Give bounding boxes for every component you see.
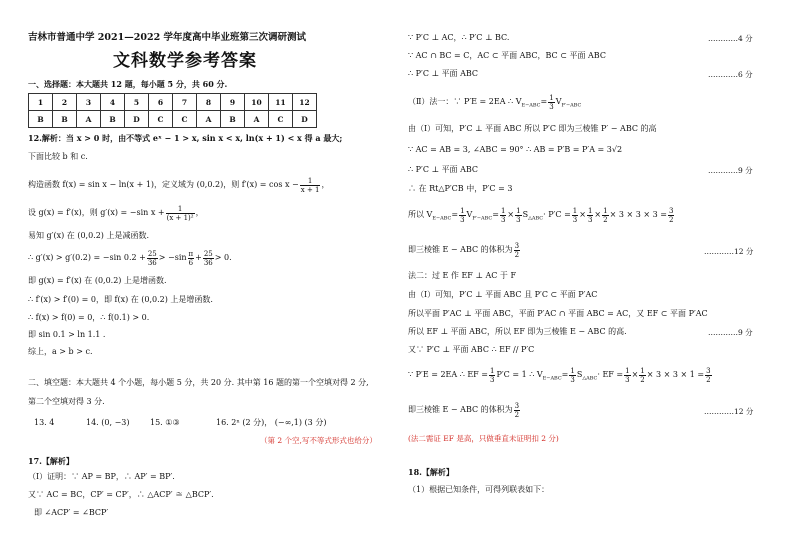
r-line9-text: = bbox=[451, 210, 459, 219]
fraction-denominator: 3 bbox=[516, 215, 521, 224]
r-line16-text: × 3 × 3 × 1 = bbox=[646, 370, 705, 379]
section2-note: （第 2 个空,写不等式形式也给分） bbox=[260, 436, 377, 445]
q12-line6-text: + bbox=[195, 253, 202, 262]
q18-line1: （1）根据已知条件，可得列联表如下： bbox=[408, 485, 550, 494]
section2-heading-2: 第二个空填对得 3 分. bbox=[28, 397, 105, 406]
r-line9-text: × bbox=[579, 210, 586, 219]
r-line9-text: × 3 × 3 × 3 = bbox=[609, 210, 667, 219]
fraction-denominator: (x + 1)² bbox=[166, 213, 194, 222]
subscript: E−ABC bbox=[542, 375, 562, 382]
q12-line6-text: ∴ g′(x) > g′(0.2) = −sin 0.2 + bbox=[28, 253, 146, 262]
q12-line10: 即 sin 0.1 > ln 1.1 . bbox=[28, 330, 106, 339]
fraction bbox=[668, 207, 674, 224]
table-cell: C bbox=[149, 111, 173, 128]
fraction bbox=[602, 207, 608, 224]
q12-line11: 综上，a > b > c. bbox=[28, 347, 93, 356]
table-cell: 10 bbox=[245, 94, 269, 111]
q17-heading: 17.【解析】 bbox=[28, 456, 74, 466]
fraction-denominator: 3 bbox=[625, 375, 630, 384]
fraction bbox=[489, 367, 495, 384]
fraction-denominator: 3 bbox=[570, 375, 575, 384]
r-line17 bbox=[408, 400, 521, 420]
r-line15: 又∵ P′C ⊥ 平面 ABC ∴ EF // P′C bbox=[408, 345, 535, 354]
fraction-numerator: 1 bbox=[300, 177, 321, 186]
r-line7: ∴ P′C ⊥ 平面 ABC bbox=[408, 165, 479, 174]
points-label: …………12 分 bbox=[704, 247, 754, 256]
table-cell: 1 bbox=[29, 94, 53, 111]
fraction bbox=[515, 207, 521, 224]
answer-13: 13. 4 bbox=[34, 418, 55, 427]
fraction-denominator: 3 bbox=[587, 215, 593, 224]
q17-line3: 即 ∠ACP′ = ∠BCP′ bbox=[34, 508, 109, 517]
r-line16-text: ∵ P′E = 2EA ∴ EF = bbox=[408, 370, 488, 379]
r-line6: ∵ AC = AB = 3, ∠ABC = 90° ∴ AB = P′B = P′A = 3√2 bbox=[408, 145, 623, 154]
table-cell: 4 bbox=[101, 94, 125, 111]
fraction bbox=[203, 250, 214, 267]
table-cell: 7 bbox=[173, 94, 197, 111]
fraction-denominator: 3 bbox=[460, 215, 465, 224]
r-line10-text: 即三棱锥 E − ABC 的体积为 bbox=[408, 245, 513, 254]
r-line13: 所以平面 P′AC ⊥ 平面 ABC，平面 P′AC ∩ 平面 ABC = AC，又 EF ⊂ 平面 P′AC bbox=[408, 309, 708, 318]
points-label: …………9 分 bbox=[708, 328, 753, 337]
subscript: E−ABC bbox=[521, 102, 541, 109]
q12-line2: 下面比较 b 和 c. bbox=[28, 152, 88, 161]
fraction bbox=[514, 242, 520, 259]
fraction-numerator: 1 bbox=[570, 366, 575, 375]
fraction-denominator: 2 bbox=[668, 215, 674, 224]
section2-heading: 二、填空题：本大题共 4 个小题，每小题 5 分，共 20 分. 其中第 16 题的第一个空填对得 2 分, bbox=[28, 378, 369, 387]
school-title: 吉林市普通中学 2021—2022 学年度高中毕业班第三次调研测试 bbox=[28, 32, 306, 43]
q17-line2: 又∵ AC = BC，CP′ = CP′，∴ △ACP′ ≅ △BCP′. bbox=[28, 490, 214, 499]
fraction-numerator: 1 bbox=[166, 205, 195, 214]
points-label: …………12 分 bbox=[704, 407, 754, 416]
r-line16-text: = bbox=[561, 370, 569, 379]
r-line17-text: 即三棱锥 E − ABC 的体积为 bbox=[408, 405, 513, 414]
r-line9-text: × bbox=[594, 210, 602, 219]
fraction-denominator: 3 bbox=[489, 375, 495, 384]
fraction bbox=[572, 207, 578, 224]
r-line9 bbox=[408, 204, 675, 230]
r-line4-text: V bbox=[555, 97, 562, 106]
fraction bbox=[569, 367, 575, 384]
answer-15: 15. ①③ bbox=[150, 418, 180, 427]
r-line4-text: = bbox=[540, 97, 548, 106]
answer-table-answer-row bbox=[29, 111, 317, 128]
q12-line5: 易知 g′(x) 在 (0,0.2) 上是减函数. bbox=[28, 231, 150, 240]
r-line9-text: = bbox=[492, 210, 499, 219]
fraction-numerator: 1 bbox=[500, 206, 506, 215]
fraction-numerator: 3 bbox=[514, 241, 520, 250]
fraction-numerator: 1 bbox=[460, 206, 465, 215]
fraction-denominator: 3 bbox=[500, 215, 506, 224]
q12-line7: 即 g(x) = f′(x) 在 (0,0.2) 上是增函数. bbox=[28, 276, 167, 285]
r-line2: ∵ AC ∩ BC = C，AC ⊂ 平面 ABC，BC ⊂ 平面 ABC bbox=[408, 51, 606, 60]
fraction-denominator: 2 bbox=[514, 410, 520, 419]
r-line1: ∵ P′C ⊥ AC，∴ P′C ⊥ BC. bbox=[408, 33, 510, 42]
table-cell: 6 bbox=[149, 94, 173, 111]
r-line16 bbox=[408, 364, 713, 390]
answer-table bbox=[28, 93, 317, 128]
table-cell: B bbox=[29, 111, 53, 128]
r-line16-text: × bbox=[631, 370, 639, 379]
answer-14: 14. (0, −3) bbox=[86, 418, 130, 427]
q12-line9: ∴ f(x) > f(0) = 0，∴ f(0.1) > 0. bbox=[28, 313, 150, 322]
fraction-numerator: 1 bbox=[587, 206, 593, 215]
fraction bbox=[500, 207, 506, 224]
r-line9-text: × bbox=[507, 210, 515, 219]
fraction-denominator: 3 bbox=[572, 215, 578, 224]
fraction-denominator: 3 bbox=[549, 102, 554, 111]
q12-line6-end: > 0. bbox=[214, 253, 232, 262]
r-line9-text: V bbox=[466, 210, 473, 219]
points-label: …………6 分 bbox=[708, 70, 753, 79]
points-label: …………4 分 bbox=[708, 34, 753, 43]
table-cell: A bbox=[77, 111, 101, 128]
r-line3: ∴ P′C ⊥ 平面 ABC bbox=[408, 69, 479, 78]
table-cell: D bbox=[293, 111, 317, 128]
fraction-numerator: π bbox=[188, 249, 194, 258]
fraction-numerator: 1 bbox=[549, 93, 554, 102]
fraction-numerator: 3 bbox=[514, 401, 520, 410]
table-cell: C bbox=[269, 111, 293, 128]
table-cell: C bbox=[173, 111, 197, 128]
fraction bbox=[639, 367, 645, 384]
fraction-numerator: 3 bbox=[706, 366, 711, 375]
fraction-numerator: 3 bbox=[668, 206, 674, 215]
r-line16-text: · EF = bbox=[597, 370, 624, 379]
q12-line3-text: 构造函数 f(x) = sin x − ln(x + 1)，定义域为 (0,0.2)，则 f′(x) = cos x − bbox=[28, 180, 299, 189]
answer-table-number-row bbox=[29, 94, 317, 111]
fraction-numerator: 1 bbox=[516, 206, 521, 215]
table-cell: 3 bbox=[77, 94, 101, 111]
r-line12: 由（Ⅰ）可知，P′C ⊥ 平面 ABC 且 P′C ⊂ 平面 P′AC bbox=[408, 290, 598, 299]
table-cell: D bbox=[125, 111, 149, 128]
table-cell: 2 bbox=[53, 94, 77, 111]
q12-line4 bbox=[28, 203, 204, 223]
fraction-numerator: 1 bbox=[640, 366, 645, 375]
q12-line4-end: ， bbox=[195, 208, 204, 217]
fraction-numerator: 1 bbox=[603, 206, 608, 215]
r-line4-text: （Ⅱ）法一：∵ P′E = 2EA ∴ V bbox=[408, 97, 522, 106]
doc-title: 文科数学参考答案 bbox=[113, 51, 257, 71]
fraction-numerator: 25 bbox=[147, 249, 157, 258]
fraction-denominator: 6 bbox=[188, 258, 194, 267]
table-cell: A bbox=[197, 111, 221, 128]
fraction-denominator: 2 bbox=[640, 375, 645, 384]
q12-line8: ∴ f′(x) > f′(0) = 0，即 f(x) 在 (0,0.2) 上是增函数. bbox=[28, 295, 213, 304]
fraction bbox=[147, 250, 158, 267]
method2-note: (法二需证 EF 是高，只做垂直未证明扣 2 分) bbox=[408, 434, 559, 443]
q12-line6-text: > −sin bbox=[158, 253, 187, 262]
table-cell: B bbox=[101, 111, 125, 128]
r-line4 bbox=[408, 92, 581, 116]
fraction-denominator: 2 bbox=[514, 250, 520, 259]
fraction bbox=[548, 94, 554, 111]
answer-16: 16. 2ⁿ (2 分)， (−∞,1) (3 分) bbox=[216, 418, 327, 427]
table-cell: 8 bbox=[197, 94, 221, 111]
q17-line1: （Ⅰ）证明：∵ AP = BP，∴ AP′ = BP′. bbox=[28, 472, 175, 481]
r-line11: 法二：过 E 作 EF ⊥ AC 于 F bbox=[408, 271, 517, 280]
r-line9-text: · P′C = bbox=[543, 210, 571, 219]
fraction-denominator: x + 1 bbox=[300, 185, 320, 194]
table-cell: 11 bbox=[269, 94, 293, 111]
r-line9-text: S bbox=[522, 210, 529, 219]
fraction-denominator: 2 bbox=[603, 215, 608, 224]
r-line16-text: S bbox=[576, 370, 583, 379]
table-cell: 12 bbox=[293, 94, 317, 111]
q12-line1: 12.解析：当 x > 0 时，由不等式 eˣ − 1 > x, sin x < x, ln(x + 1) < x 得 a 最大; bbox=[28, 133, 343, 143]
fraction bbox=[459, 207, 465, 224]
r-line8: ∴ 在 Rt△P′CB 中，P′C = 3 bbox=[408, 184, 513, 193]
fraction-numerator: 25 bbox=[203, 249, 213, 258]
fraction-numerator: 1 bbox=[489, 366, 495, 375]
fraction bbox=[188, 250, 195, 267]
q12-line3 bbox=[28, 175, 329, 195]
section1-heading: 一、选择题：本大题共 12 题，每小题 5 分，共 60 分. bbox=[28, 79, 228, 89]
subscript: △ABC bbox=[582, 375, 598, 382]
points-label: …………9 分 bbox=[708, 166, 753, 175]
r-line14: 所以 EF ⊥ 平面 ABC，所以 EF 即为三棱锥 E − ABC 的高. bbox=[408, 327, 627, 336]
q12-line6 bbox=[28, 248, 232, 268]
subscript: E−ABC bbox=[432, 215, 452, 222]
r-line5: 由（Ⅰ）可知，P′C ⊥ 平面 ABC 所以 P′C 即为三棱锥 P′ − ABC 的高 bbox=[408, 124, 657, 133]
subscript: P′−ABC bbox=[472, 215, 493, 222]
table-cell: B bbox=[53, 111, 77, 128]
subscript: P′−ABC bbox=[561, 102, 582, 109]
r-line9-text: 所以 V bbox=[408, 210, 433, 219]
q12-line3-end: ， bbox=[321, 180, 330, 189]
table-cell: A bbox=[245, 111, 269, 128]
fraction-numerator: 1 bbox=[625, 366, 630, 375]
fraction bbox=[587, 207, 593, 224]
table-cell: B bbox=[221, 111, 245, 128]
fraction-denominator: 2 bbox=[706, 375, 711, 384]
table-cell: 9 bbox=[221, 94, 245, 111]
table-cell: 5 bbox=[125, 94, 149, 111]
fraction bbox=[166, 205, 195, 222]
fraction-denominator: 36 bbox=[203, 258, 213, 267]
fraction bbox=[624, 367, 630, 384]
fraction-numerator: 1 bbox=[572, 206, 578, 215]
subscript: △ABC bbox=[528, 215, 544, 222]
r-line10 bbox=[408, 240, 521, 260]
q18-heading: 18.【解析】 bbox=[408, 467, 454, 477]
fraction-denominator: 36 bbox=[147, 258, 157, 267]
fraction bbox=[514, 402, 520, 419]
q12-line4-text: 设 g(x) = f′(x)，则 g′(x) = −sin x + bbox=[28, 208, 165, 217]
fraction bbox=[705, 367, 711, 384]
fraction bbox=[300, 177, 321, 194]
r-line16-text: P′C = 1 ∴ V bbox=[496, 370, 543, 379]
